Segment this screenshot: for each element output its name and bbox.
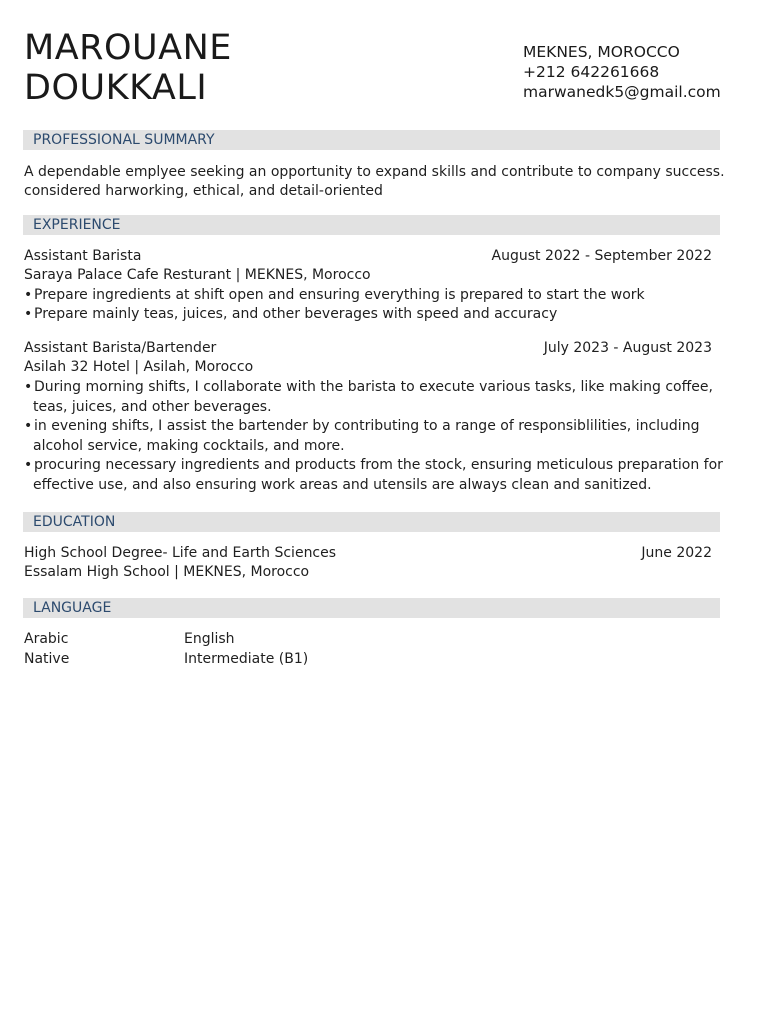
job-company: Saraya Palace Cafe Resturant | MEKNES, Morocco xyxy=(24,267,371,283)
bullet-text: Prepare ingredients at shift open and ensuring everything is prepared to start the work xyxy=(34,287,645,303)
language-item xyxy=(24,630,69,669)
first-name: MAROUANE xyxy=(24,28,232,68)
job-bullet xyxy=(24,417,724,456)
bullet-mark: • xyxy=(24,287,33,303)
job-dates: July 2023 - August 2023 xyxy=(543,340,712,356)
bullet-text: procuring necessary ingredients and products from the stock, ensuring meticulous preparation for xyxy=(34,457,723,473)
summary-line-1: A dependable emplyee seeking an opportunity to expand skills and contribute to company success. xyxy=(24,164,725,180)
language-level: Intermediate (B1) xyxy=(184,650,309,667)
section-header-experience xyxy=(23,215,720,235)
graduation-date: June 2022 xyxy=(641,545,712,561)
bullet-text: in evening shifts, I assist the bartender by contributing to a range of responsiblilities, including xyxy=(34,418,700,434)
job-title: Assistant Barista xyxy=(24,248,142,264)
bullet-continuation: teas, juices, and other beverages. xyxy=(33,398,272,415)
language-level: Native xyxy=(24,650,70,667)
bullet-continuation: alcohol service, making cocktails, and more. xyxy=(33,437,345,454)
school: Essalam High School | MEKNES, Morocco xyxy=(24,564,310,580)
bullet-mark: • xyxy=(24,418,33,434)
bullet-mark: • xyxy=(24,306,33,322)
section-title: PROFESSIONAL SUMMARY xyxy=(33,132,215,148)
section-header-education xyxy=(23,512,720,532)
bullet-mark: • xyxy=(24,379,33,395)
section-title: EDUCATION xyxy=(33,514,116,530)
section-header-language xyxy=(23,598,720,618)
section-header-summary xyxy=(23,130,720,150)
bullet-continuation: effective use, and also ensuring work areas and utensils are always clean and sanitized. xyxy=(33,476,652,493)
summary-line-2: considered harworking, ethical, and detail-oriented xyxy=(24,183,383,199)
bullet-text: During morning shifts, I collaborate with the barista to execute various tasks, like making coffee, xyxy=(34,379,713,395)
phone-number: +212 642261668 xyxy=(523,63,660,81)
last-name: DOUKKALI xyxy=(24,68,208,108)
email-address: marwanedk5@gmail.com xyxy=(523,83,721,101)
job-bullet xyxy=(24,378,724,417)
section-title: EXPERIENCE xyxy=(33,217,121,233)
contact-info xyxy=(523,42,721,102)
location: MEKNES, MOROCCO xyxy=(523,43,680,61)
job-dates: August 2022 - September 2022 xyxy=(491,248,712,264)
bullet-mark: • xyxy=(24,457,33,473)
job-bullet xyxy=(24,456,724,495)
job-bullet xyxy=(24,305,724,325)
job-company: Asilah 32 Hotel | Asilah, Morocco xyxy=(24,359,254,375)
language-name: English xyxy=(184,631,235,647)
job-title: Assistant Barista/Bartender xyxy=(24,340,217,356)
language-item xyxy=(184,630,308,669)
job-bullet xyxy=(24,286,724,306)
candidate-name xyxy=(24,28,444,108)
section-title: LANGUAGE xyxy=(33,600,112,616)
degree: High School Degree- Life and Earth Sciences xyxy=(24,545,337,561)
bullet-text: Prepare mainly teas, juices, and other beverages with speed and accuracy xyxy=(34,306,558,322)
language-name: Arabic xyxy=(24,631,69,647)
